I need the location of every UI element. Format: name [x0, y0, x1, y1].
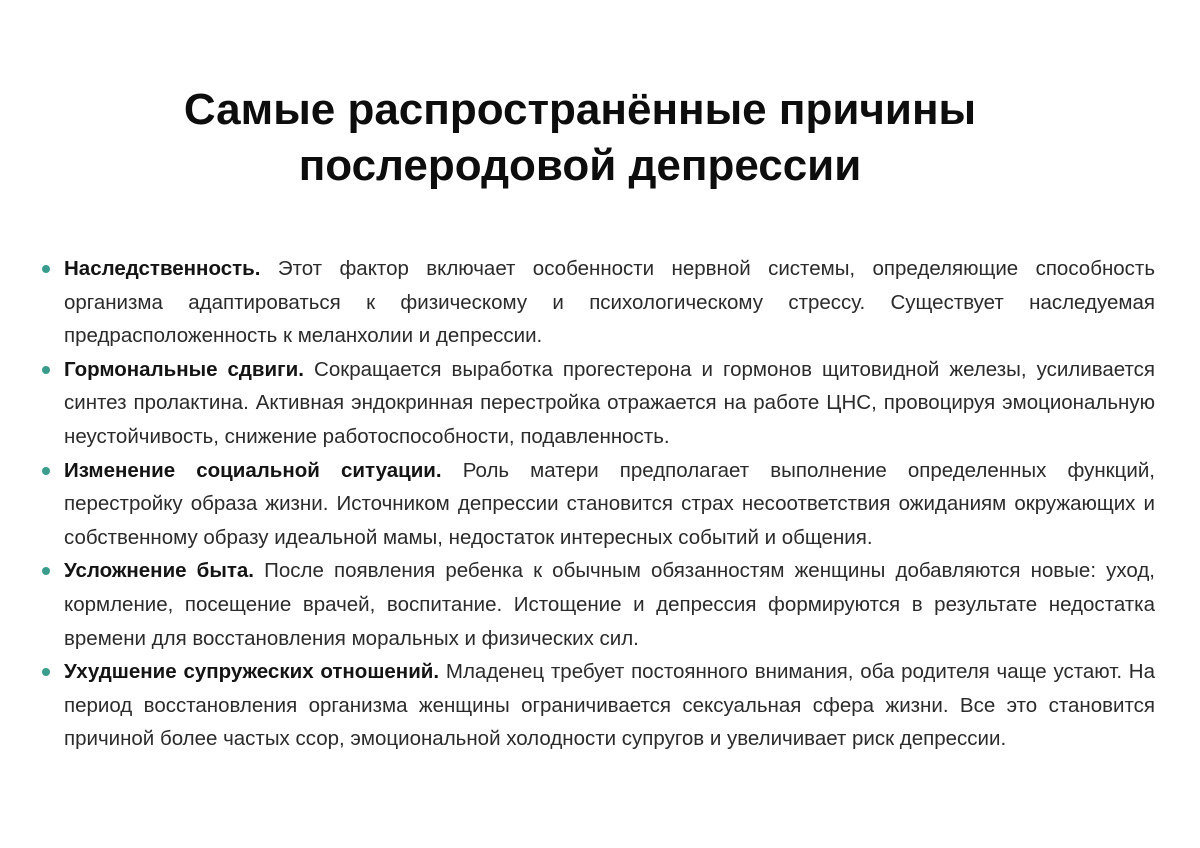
bullet-icon: [42, 467, 50, 475]
cause-name: Гормональные сдвиги.: [64, 357, 304, 381]
bullet-icon: [42, 668, 50, 676]
cause-item-household-complexity: [40, 554, 1155, 655]
page-title-line-1: Самые распространённые причины: [183, 85, 977, 134]
page-title-line-2: послеродовой депрессии: [298, 141, 862, 190]
cause-text: Роль матери предполагает выполнение определенных функций, перестройку образа жизни. Источником депрессии становится страх несоответствия ожиданиям окружающих и собственному образу идеальной мамы, недостаток интересных событий и общения.: [64, 458, 1155, 549]
cause-text: Этот фактор включает особенности нервной системы, определяющие способность организма адаптироваться к физическому и психологическому стрессу. Существует наследуемая предрасположенность к меланхолии и депрессии.: [64, 257, 1155, 348]
causes-list: [40, 252, 1155, 756]
cause-text: После появления ребенка к обычным обязанностям женщины добавляются новые: уход, кормление, посещение врачей, воспитание. Истощение и депрессия формируются в результате недостатка времени для восстановления моральных и физических сил.: [64, 559, 1156, 650]
bullet-icon: [42, 366, 50, 374]
cause-name: Наследственность.: [64, 257, 261, 280]
cause-name: Ухудшение супружеских отношений.: [64, 660, 440, 684]
cause-name: Изменение социальной ситуации.: [64, 458, 442, 482]
cause-item-heredity: [40, 252, 1155, 353]
cause-item-social-situation: [40, 454, 1155, 555]
cause-name: Усложнение быта.: [64, 559, 254, 583]
bullet-icon: [42, 265, 50, 273]
cause-text: Младенец требует постоянного внимания, оба родителя чаще устают. На период восстановления организма женщины ограничивается сексуальная сфера жизни. Все это становится причиной более частых ссор, эмоциональной холодности супругов и увеличивает риск депрессии.: [64, 660, 1155, 751]
cause-item-marital-relations: [40, 655, 1155, 756]
cause-item-hormonal-shifts: [40, 353, 1155, 454]
cause-text: Сокращается выработка прогестерона и гормонов щитовидной железы, усиливается синтез пролактина. Активная эндокринная перестройка отражается на работе ЦНС, провоцируя эмоциональную неустойчивость, снижение работоспособности, подавленность.: [64, 357, 1156, 448]
bullet-icon: [42, 567, 50, 575]
page-title: [0, 82, 1160, 194]
